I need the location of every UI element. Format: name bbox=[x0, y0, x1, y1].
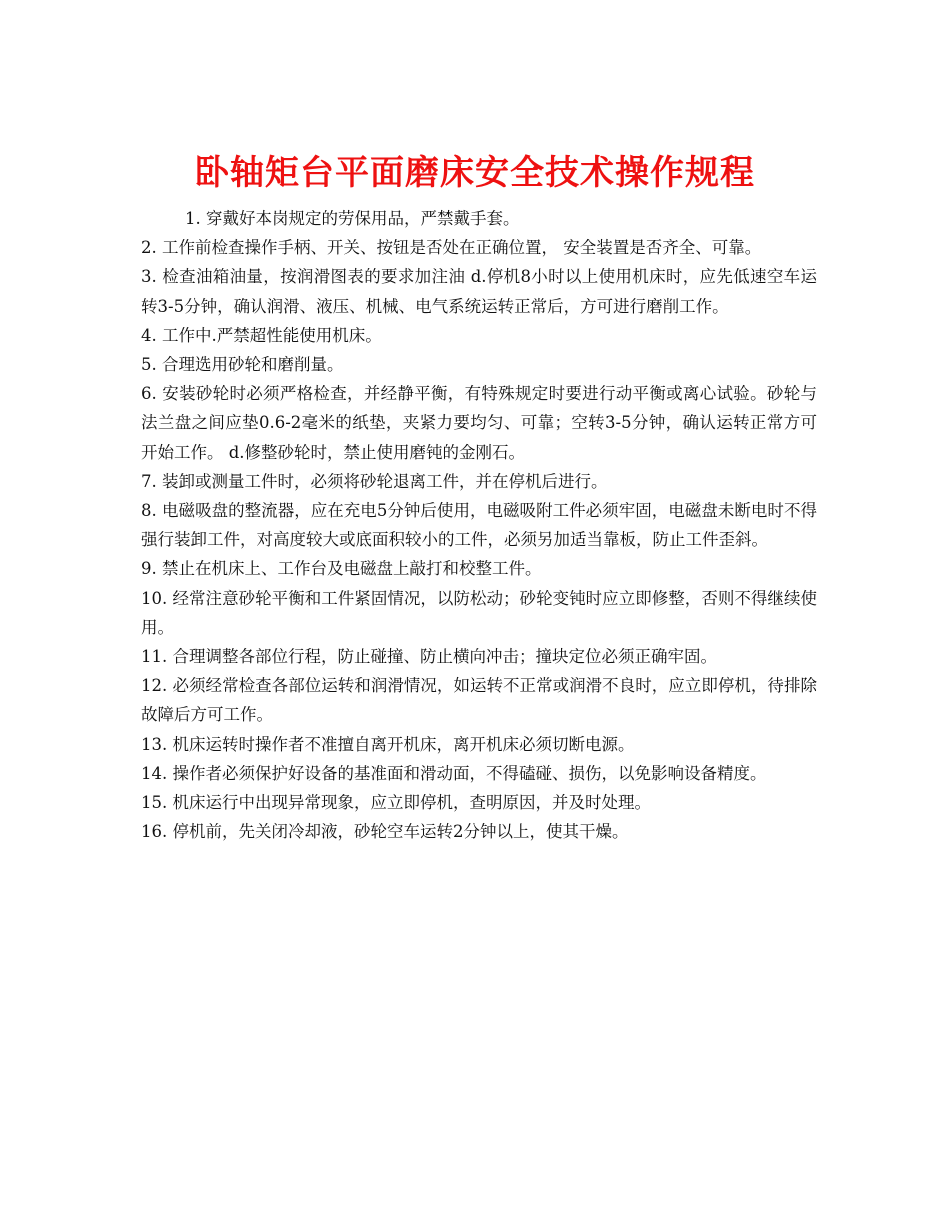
rule-item-12: 12. 必须经常检查各部位运转和润滑情况，如运转不正常或润滑不良时，应立即停机，待排除故障后方可工作。 bbox=[141, 676, 817, 725]
rule-item-14: 14. 操作者必须保护好设备的基准面和滑动面，不得磕碰、损伤，以免影响设备精度。 bbox=[141, 763, 767, 783]
rule-item-8: 8. 电磁吸盘的整流器，应在充电5分钟后使用，电磁吸附工件必须牢固，电磁盘未断电时不得强行装卸工件，对高度较大或底面积较小的工件，必须另加适当靠板，防止工件歪斜。 bbox=[141, 501, 817, 550]
rule-item-16: 16. 停机前，先关闭冷却液，砂轮空车运转2分钟以上，使其干燥。 bbox=[141, 822, 629, 842]
document-title: 卧轴矩台平面磨床安全技术操作规程 bbox=[195, 152, 755, 193]
rule-item-11: 11. 合理调整各部位行程，防止碰撞、防止横向冲击；撞块定位必须正确牢固。 bbox=[141, 647, 717, 667]
rule-item-15: 15. 机床运行中出现异常现象，应立即停机，查明原因，并及时处理。 bbox=[141, 793, 651, 813]
rule-item-2: 2. 工作前检查操作手柄、开关、按钮是否处在正确位置， 安全装置是否齐全、可靠。 bbox=[141, 238, 762, 258]
rule-item-6: 6. 安装砂轮时必须严格检查，并经静平衡，有特殊规定时要进行动平衡或离心试验。砂轮与法兰盘之间应垫0.6-2毫米的纸垫，夹紧力要均匀、可靠；空转3-5分钟，确认运转正常方可开始工作。 d.修整砂轮时，禁止使用磨钝的金刚石。 bbox=[141, 384, 817, 462]
rule-item-5: 5. 合理选用砂轮和磨削量。 bbox=[141, 355, 344, 375]
rule-item-1: 1. 穿戴好本岗规定的劳保用品，严禁戴手套。 bbox=[185, 209, 520, 228]
rule-item-4: 4. 工作中.严禁超性能使用机床。 bbox=[141, 325, 382, 345]
rule-item-10: 10. 经常注意砂轮平衡和工件紧固情况，以防松动；砂轮变钝时应立即修整，否则不得继续使用。 bbox=[141, 588, 817, 637]
rule-item-7: 7. 装卸或测量工件时，必须将砂轮退离工件，并在停机后进行。 bbox=[141, 471, 608, 491]
rule-item-3: 3. 检查油箱油量，按润滑图表的要求加注油 d.停机8小时以上使用机床时，应先低速空车运转3-5分钟，确认润滑、液压、机械、电气系统运转正常后，方可进行磨削工作。 bbox=[141, 267, 817, 316]
rule-item-9: 9. 禁止在机床上、工作台及电磁盘上敲打和校整工件。 bbox=[141, 559, 542, 579]
document-body bbox=[141, 204, 817, 846]
rule-item-13: 13. 机床运转时操作者不准擅自离开机床，离开机床必须切断电源。 bbox=[141, 734, 635, 754]
